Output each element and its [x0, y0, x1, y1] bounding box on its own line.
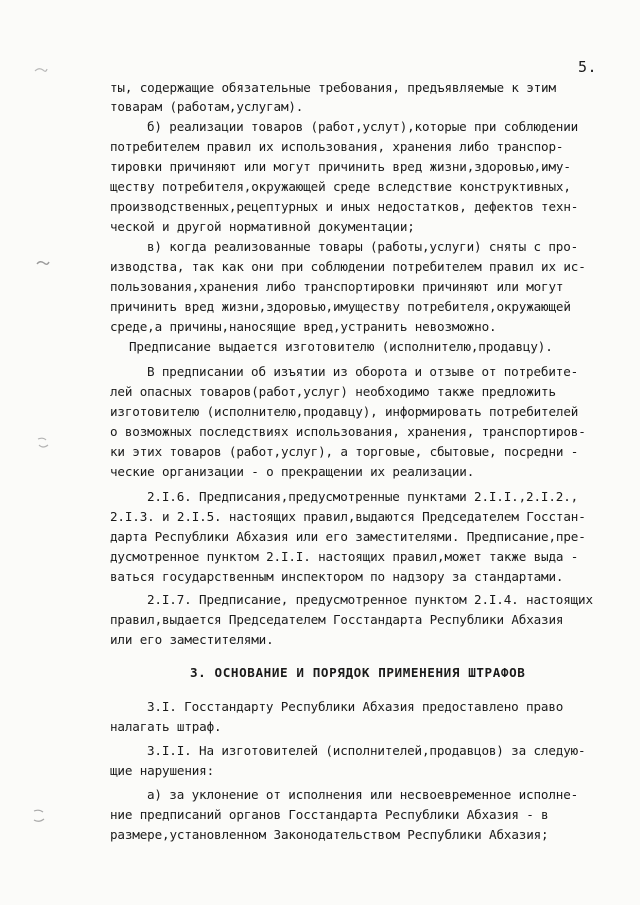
text-line: о возможных последствиях использования, хранения, транспортиров- [110, 424, 586, 439]
text-line: 3.I.I. На изготовителей (исполнителей,продавцов) за следую- [147, 743, 586, 758]
text-line: дусмотренное пунктом 2.I.I. настоящих правил,может также выда - [110, 549, 579, 564]
section-heading: 3. ОСНОВАНИЕ И ПОРЯДОК ПРИМЕНЕНИЯ ШТРАФОВ [190, 665, 526, 680]
page-number: 5. [578, 58, 598, 76]
text-line: 3.I. Госстандарту Республики Абхазия предоставлено право [147, 699, 564, 714]
text-line: причинить вред жизни,здоровью,имуществу потребителя,окружающей [110, 299, 571, 314]
text-line: ты, содержащие обязательные требования, предъявляемые к этим [110, 80, 556, 95]
text-line: потребителем правил их использования, хранения либо транспор- [110, 139, 564, 154]
text-line: ческой и другой нормативной документации; [110, 219, 415, 234]
text-line: а) за уклонение от исполнения или несвоевременное исполне- [147, 787, 579, 802]
text-line: дарта Республики Абхазия или его заместителями. Предписание,пре- [110, 529, 586, 544]
text-line: в) когда реализованные товары (работы,услуги) сняты с про- [147, 239, 579, 254]
text-line: пользования,хранения либо транспортировки причиняют или могут [110, 279, 564, 294]
text-line: тировки причиняют или могут причинить вред жизни,здоровью,иму- [110, 159, 571, 174]
text-line: Предписание выдается изготовителю (исполнителю,продавцу). [129, 339, 553, 354]
text-line: размере,установленном Законодательством Республики Абхазия; [110, 827, 549, 842]
text-line: изводства, так как они при соблюдении потребителем правил их ис- [110, 259, 586, 274]
text-line: лей опасных товаров(работ,услуг) необходимо также предложить [110, 384, 556, 399]
margin-mark [34, 66, 48, 76]
text-line: ществу потребителя,окружающей среде вследствие конструктивных, [110, 179, 571, 194]
text-line: товарам (работам,услугам). [110, 99, 304, 114]
text-line: или его заместителями. [110, 632, 274, 647]
text-line: производственных,рецептурных и иных недостатков, дефектов техн- [110, 199, 579, 214]
text-line: ние предписаний органов Госстандарта Республики Абхазия - в [110, 807, 549, 822]
margin-mark [36, 436, 50, 446]
text-line: щие нарушения: [110, 763, 215, 778]
text-line: ки этих товаров (работ,услуг), а торговые, сбытовые, посредни - [110, 444, 579, 459]
margin-mark [36, 258, 50, 268]
text-line: 2.I.3. и 2.I.5. настоящих правил,выдаются Председателем Госстан- [110, 509, 586, 524]
text-line: правил,выдается Председателем Госстандарта Республики Абхазия [110, 612, 564, 627]
text-line: налагать штраф. [110, 719, 222, 734]
text-line: б) реализации товаров (работ,услут),которые при соблюдении [147, 119, 579, 134]
text-line: ческие организации - о прекращении их реализации. [110, 464, 475, 479]
text-line: 2.I.7. Предписание, предусмотренное пунктом 2.I.4. настоящих [147, 592, 593, 607]
margin-mark [32, 808, 46, 818]
text-line: ваться государственным инспектором по надзору за стандартами. [110, 569, 564, 584]
text-line: 2.I.6. Предписания,предусмотренные пунктами 2.I.I.,2.I.2., [147, 489, 579, 504]
text-line: изготовителю (исполнителю,продавцу), информировать потребителей [110, 404, 579, 419]
text-line: В предписании об изъятии из оборота и отзыве от потребите- [147, 364, 579, 379]
text-line: среде,а причины,наносящие вред,устранить невозможно. [110, 319, 497, 334]
